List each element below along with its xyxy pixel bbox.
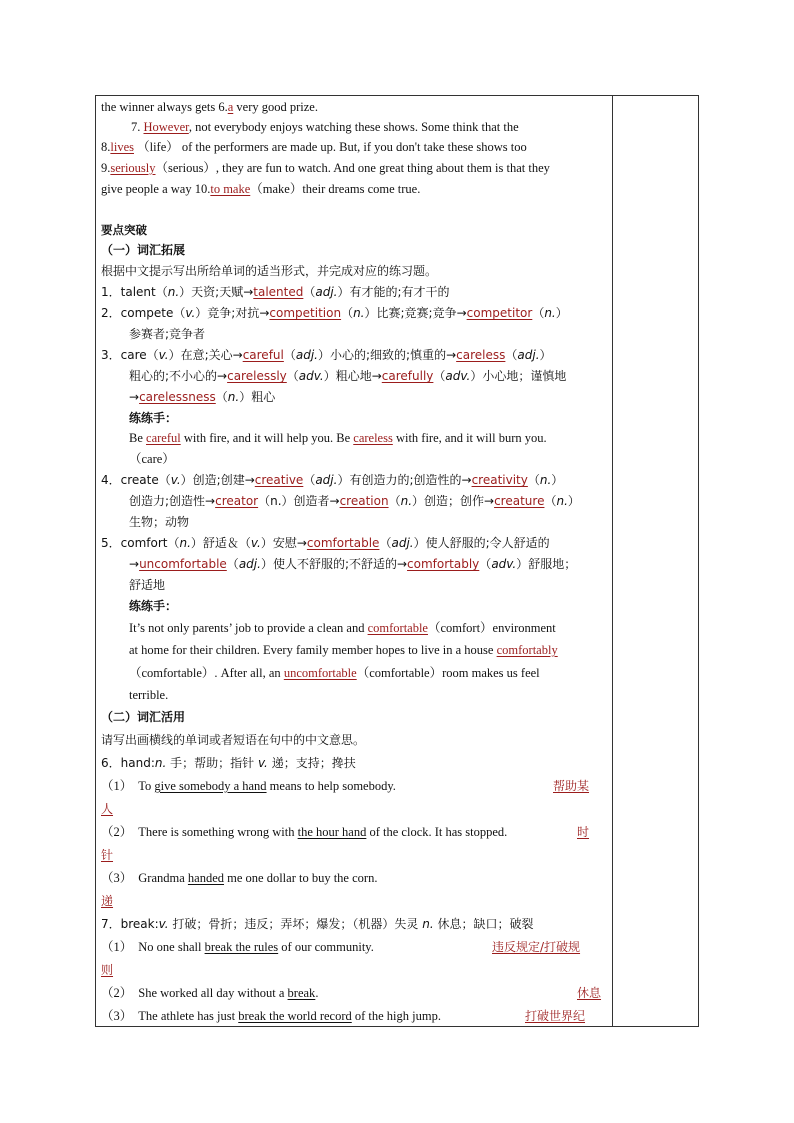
text: 粗心的;不小心的→ (129, 369, 228, 383)
underlined-phrase: give somebody a hand (154, 779, 267, 793)
answer-comfortable: comfortable (306, 536, 380, 550)
passage-line-4 (101, 160, 550, 176)
pos: n. (154, 756, 167, 770)
answer-6: a (227, 100, 234, 114)
text: （ (544, 494, 557, 508)
answer-comfortably-2: comfortably (496, 643, 558, 657)
instruction-2: 请写出画横线的单词或者短语在句中的中文意思。 (101, 733, 366, 747)
practice-hint-care: （care） (129, 452, 175, 466)
text: ）粗心地→ (323, 369, 382, 383)
break-answer-1 (492, 939, 580, 955)
text: with fire, and it will help you. Be (180, 431, 354, 445)
text: （ (226, 557, 239, 571)
answer-creation: creation (339, 494, 389, 508)
text: （2） (101, 986, 133, 1000)
underlined-phrase: the hour hand (297, 825, 367, 839)
text: of our community. (278, 940, 374, 954)
pos: v. (250, 536, 261, 550)
text: 4．create（ (101, 473, 171, 487)
pos: n. (167, 285, 180, 299)
text: （comfort）environment (427, 621, 556, 635)
passage-line-1 (101, 99, 318, 115)
vocab-item-hand (101, 755, 356, 771)
answer-8: lives (110, 140, 134, 154)
break-sentence-1 (101, 939, 374, 955)
text: （ (303, 473, 316, 487)
answer: 则 (101, 963, 114, 977)
text: 8. (101, 140, 111, 154)
text: 7. (131, 120, 144, 134)
text: （ (479, 557, 492, 571)
text: 3．care（ (101, 348, 159, 362)
text: 创造力;创造性→ (129, 494, 216, 508)
answer: 帮助某 (553, 779, 590, 793)
pos: adj. (315, 473, 338, 487)
hand-sentence-1 (101, 778, 396, 794)
text: （3） (101, 871, 133, 885)
answer: 休息 (577, 986, 602, 1000)
pos: n. (539, 473, 552, 487)
answer-creative: creative (254, 473, 304, 487)
text: ）比赛;竞赛;竞争→ (364, 306, 467, 320)
hand-answer-2 (577, 824, 589, 840)
pos: n. (422, 917, 434, 931)
text: To (138, 779, 155, 793)
text: ） (551, 473, 564, 487)
text: （comfortable）room makes us feel (356, 666, 540, 680)
vocab-item-care-cont-2 (129, 389, 275, 405)
text: （ (303, 285, 316, 299)
text: ）安慰→ (260, 536, 307, 550)
instruction-1: 根据中文提示写出所给单词的适当形式，并完成对应的练习题。 (101, 264, 438, 278)
pos: n. (400, 494, 413, 508)
pos: n. (179, 536, 191, 550)
practice-label-2: 练练手： (129, 599, 178, 613)
answer-comfortably: comfortably (407, 557, 480, 571)
text: （ (286, 369, 299, 383)
pos: adj. (517, 348, 540, 362)
pos: adv. (298, 369, 324, 383)
text: （ (505, 348, 518, 362)
passage-line-5 (101, 181, 420, 197)
pos: adv. (491, 557, 517, 571)
pos: adj. (295, 348, 318, 362)
text: Grandma (138, 871, 188, 885)
text: means to help somebody. (266, 779, 396, 793)
text: ）竞争;对抗→ (195, 306, 270, 320)
practice-sentence-care (129, 430, 547, 446)
text: （n.）创造者→ (258, 494, 340, 508)
answer: 人 (101, 802, 114, 816)
text: ）小心的;细致的;慎重的→ (318, 348, 457, 362)
answer-creativity: creativity (471, 473, 528, 487)
text: （ (527, 473, 540, 487)
break-answer-1-cont (101, 962, 113, 978)
text: 1．talent（ (101, 285, 168, 299)
vocab-item-create-cont-1 (129, 493, 580, 509)
hand-answer-1 (553, 778, 589, 794)
text: ）有创造力的;创造性的→ (337, 473, 472, 487)
text: （ (283, 348, 296, 362)
text: It’s not only parents’ job to provide a clean and (129, 621, 368, 635)
break-answer-3 (525, 1008, 585, 1024)
break-sentence-3 (101, 1008, 441, 1024)
text: （3） (101, 1009, 133, 1023)
text: Be (129, 431, 147, 445)
pos: n. (544, 306, 556, 320)
text: 打破；骨折；违反；弄坏；爆发；（机器）失灵 (168, 917, 423, 931)
section-title: 要点突破 (101, 223, 147, 237)
text: the winner always gets 6. (101, 100, 228, 114)
text: ） (555, 306, 568, 320)
text: No one shall (138, 940, 205, 954)
underlined-phrase: handed (187, 871, 225, 885)
break-answer-2 (577, 985, 601, 1001)
text: （serious）, they are fun to watch. And one great thing about them is that they (155, 161, 550, 175)
text: She worked all day without a (138, 986, 288, 1000)
pos: v. (257, 756, 268, 770)
pos: v. (158, 917, 169, 931)
text: ）使人不舒服的;不舒适的→ (260, 557, 408, 571)
text: me one dollar to buy the corn. (224, 871, 378, 885)
vocab-item-care (101, 347, 552, 363)
text: → (129, 390, 140, 404)
hand-answer-1-cont (101, 801, 113, 817)
text: ）有才能的;有才干的 (337, 285, 450, 299)
text: ） (539, 348, 552, 362)
vocab-item-create-cont-2: 生物；动物 (129, 515, 190, 529)
answer-competition: competition (269, 306, 342, 320)
pos: adv. (445, 369, 471, 383)
answer-careful: careful (242, 348, 284, 362)
text: ）创造;创建→ (180, 473, 255, 487)
pos: adj. (315, 285, 338, 299)
text: There is something wrong with (138, 825, 298, 839)
text: 2．compete（ (101, 306, 186, 320)
passage-line-3 (101, 139, 527, 155)
text: ） (567, 494, 580, 508)
hand-answer-3 (101, 893, 113, 909)
hand-answer-2-cont (101, 847, 113, 863)
text: The athlete has just (138, 1009, 239, 1023)
text: （ (341, 306, 354, 320)
answer-7: However (143, 120, 189, 134)
answer-carefully: carefully (381, 369, 434, 383)
text: , not everybody enjoys watching these shows. Some think that the (188, 120, 519, 134)
text: ）舒服地； (516, 557, 577, 571)
answer: 违反规定/打破规 (492, 940, 581, 954)
practice-comfort-line-3 (129, 665, 540, 681)
answer-careless-2: careless (353, 431, 393, 445)
pos: n. (227, 390, 240, 404)
text: ）使人舒服的;令人舒适的 (413, 536, 550, 550)
answer-talented: talented (253, 285, 304, 299)
text: ）舒适＆（ (190, 536, 251, 550)
text: （ (388, 494, 401, 508)
text: （ (433, 369, 446, 383)
vocab-item-talent (101, 284, 450, 300)
practice-comfort-line-2 (129, 642, 558, 658)
answer-carelessness: carelessness (139, 390, 216, 404)
vocab-item-break (101, 916, 533, 932)
answer-careful-2: careful (146, 431, 181, 445)
text: （make）their dreams come true. (250, 182, 421, 196)
hand-sentence-3 (101, 870, 377, 886)
text: （ (532, 306, 545, 320)
pos: n. (556, 494, 568, 508)
answer-creator: creator (215, 494, 259, 508)
answer: 打破世界纪 (525, 1009, 586, 1023)
answer-uncomfortable: uncomfortable (139, 557, 227, 571)
answer-careless: careless (456, 348, 506, 362)
subsection-vocab-usage: （二）词汇活用 (101, 710, 186, 724)
text: give people a way 10. (101, 182, 211, 196)
text: 手；帮助；指针 (166, 756, 258, 770)
vocab-item-compete-cont: 参赛者;竞争者 (129, 327, 206, 341)
pos: adj. (238, 557, 261, 571)
text: （1） (101, 779, 133, 793)
vocab-item-create (101, 472, 563, 488)
text: 7．break: (101, 917, 159, 931)
pos: v. (170, 473, 181, 487)
column-divider (612, 95, 613, 1027)
pos: v. (158, 348, 169, 362)
vocab-item-care-cont-1 (129, 368, 566, 384)
text: （2） (101, 825, 133, 839)
text: 9. (101, 161, 111, 175)
pos: adj. (391, 536, 414, 550)
break-sentence-2 (101, 985, 318, 1001)
underlined-phrase: break the rules (204, 940, 279, 954)
answer-10: to make (210, 182, 251, 196)
text: 递；支持；搀扶 (267, 756, 356, 770)
text: → (129, 557, 140, 571)
text: （life） of the performers are made up. But, if you don't take these shows too (133, 140, 527, 154)
text: ）在意;关心→ (168, 348, 243, 362)
subsection-vocab-expansion: （一）词汇拓展 (101, 243, 186, 257)
pos: n. (353, 306, 365, 320)
text: ）粗心 (239, 390, 276, 404)
passage-line-2 (131, 119, 519, 135)
vocab-item-comfort-cont-2: 舒适地 (129, 578, 166, 592)
text: at home for their children. Every family member hopes to live in a house (129, 643, 497, 657)
answer: 时 (577, 825, 590, 839)
answer-9: seriously (110, 161, 156, 175)
hand-sentence-2 (101, 824, 507, 840)
underlined-phrase: break (287, 986, 316, 1000)
vocab-item-comfort (101, 535, 550, 551)
underlined-phrase: break the world record (238, 1009, 352, 1023)
answer: 递 (101, 894, 114, 908)
answer-comfortable-2: comfortable (367, 621, 428, 635)
text: ）小心地；谨慎地 (470, 369, 567, 383)
text: ）创造；创作→ (412, 494, 495, 508)
text: （ (215, 390, 228, 404)
answer-carelessly: carelessly (227, 369, 287, 383)
text: . (315, 986, 319, 1000)
text: （1） (101, 940, 133, 954)
text: 5．comfort（ (101, 536, 180, 550)
text: with fire, and it will burn you. (392, 431, 547, 445)
text: ）天资;天赋→ (179, 285, 254, 299)
vocab-item-comfort-cont-1 (129, 556, 576, 572)
text: 休息；缺口；破裂 (433, 917, 534, 931)
text: （comfortable）. After all, an (129, 666, 284, 680)
text: of the high jump. (351, 1009, 441, 1023)
practice-comfort-line-4: terrible. (129, 688, 169, 702)
answer-competitor: competitor (466, 306, 533, 320)
text: （ (379, 536, 392, 550)
text: of the clock. It has stopped. (366, 825, 508, 839)
text: very good prize. (233, 100, 318, 114)
answer-uncomfortable-2: uncomfortable (283, 666, 357, 680)
text: 6．hand: (101, 756, 155, 770)
answer-creature: creature (494, 494, 545, 508)
vocab-item-compete (101, 305, 568, 321)
pos: v. (185, 306, 196, 320)
answer: 针 (101, 848, 114, 862)
practice-label-1: 练练手： (129, 411, 178, 425)
practice-comfort-line-1 (129, 620, 556, 636)
